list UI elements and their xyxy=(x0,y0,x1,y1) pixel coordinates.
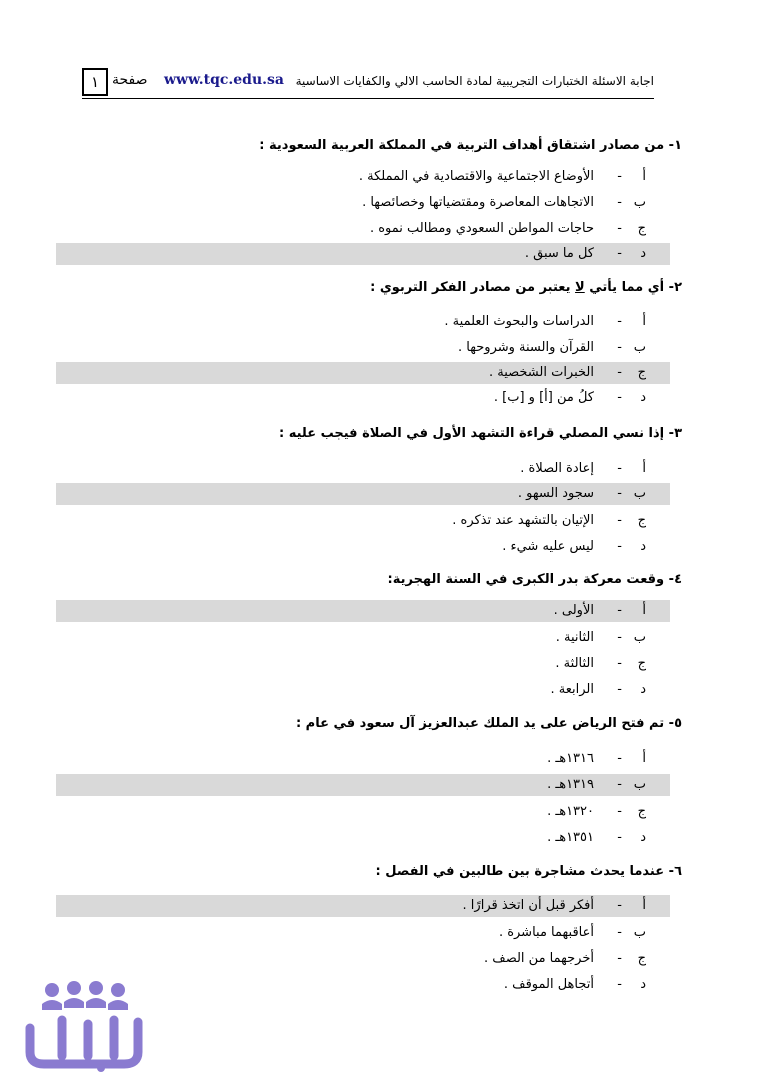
question-text-post: يعتبر من مصادر الفكر التربوي : xyxy=(370,280,576,295)
option-text: الثالثة . xyxy=(555,656,594,671)
option-text: أعاقبهما مباشرة . xyxy=(498,925,594,940)
question-number: ٤- xyxy=(668,572,682,587)
question-number: ١- xyxy=(668,138,682,153)
option-text: ليس عليه شيء . xyxy=(502,539,594,554)
option-2a[interactable]: أ - الدراسات والبحوث العلمية . xyxy=(444,314,646,329)
option-1d-answer[interactable]: د - كل ما سبق . xyxy=(56,243,670,265)
question-number: ٢- xyxy=(668,280,682,295)
question-number: ٣- xyxy=(668,426,682,441)
option-2b[interactable]: ب - القرآن والسنة وشروحها . xyxy=(458,340,646,355)
option-text: القرآن والسنة وشروحها . xyxy=(458,340,594,355)
option-text: ١٣١٦هـ . xyxy=(547,751,594,766)
page-header xyxy=(82,68,654,99)
option-letter: د xyxy=(640,539,646,554)
option-text: كلُ من [أ] و [ب] . xyxy=(493,390,594,405)
option-4b[interactable]: ب - الثانية . xyxy=(555,630,646,645)
option-letter: أ xyxy=(642,751,646,766)
option-4c[interactable]: ج - الثالثة . xyxy=(555,656,646,671)
logo-icon xyxy=(22,976,152,1072)
option-3d[interactable]: د - ليس عليه شيء . xyxy=(502,539,646,554)
question-2 xyxy=(370,280,682,295)
option-6a-answer[interactable]: أ - أفكر قبل أن اتخذ قرارًا . xyxy=(56,895,670,917)
option-text: الاتجاهات المعاصرة ومقتضياتها وخصائصها . xyxy=(362,195,594,210)
option-text: أتجاهل الموقف . xyxy=(503,977,594,992)
option-letter: أ xyxy=(642,461,646,476)
option-text: ١٣١٩هـ . xyxy=(547,777,594,792)
option-2d[interactable]: د - كلُ من [أ] و [ب] . xyxy=(493,390,646,405)
option-6b[interactable]: ب - أعاقبهما مباشرة . xyxy=(498,925,646,940)
question-number: ٦- xyxy=(668,864,682,879)
option-6d[interactable]: د - أتجاهل الموقف . xyxy=(503,977,646,992)
option-letter: ب xyxy=(633,630,646,645)
option-letter: ج xyxy=(637,221,646,236)
option-letter: أ xyxy=(642,603,646,618)
option-letter: ب xyxy=(633,486,646,501)
question-text: عندما يحدث مشاجرة بين طالبين في الفصل : xyxy=(375,864,665,879)
option-text: أخرجهما من الصف . xyxy=(483,951,594,966)
option-letter: ج xyxy=(637,804,646,819)
option-letter: د xyxy=(640,390,646,405)
header-title: اجابة الاسئلة الختبارات التجريبية لمادة الحاسب الالي والكفايات الاساسية xyxy=(295,74,654,88)
option-text: الخبرات الشخصية . xyxy=(488,365,594,380)
option-letter: ب xyxy=(633,340,646,355)
option-text: الأولى . xyxy=(553,603,594,618)
option-3b-answer[interactable]: ب - سجود السهو . xyxy=(56,483,670,505)
option-letter: ب xyxy=(633,925,646,940)
page-number-box: ١ xyxy=(82,68,108,96)
option-text: ١٣٢٠هـ . xyxy=(547,804,594,819)
option-text: الثانية . xyxy=(555,630,594,645)
question-6 xyxy=(376,864,682,879)
option-6c[interactable]: ج - أخرجهما من الصف . xyxy=(483,951,646,966)
option-3c[interactable]: ج - الإتيان بالتشهد عند تذكره . xyxy=(452,513,646,528)
option-text: الرابعة . xyxy=(550,682,594,697)
option-text: ١٣٥١هـ . xyxy=(547,830,594,845)
option-letter: د xyxy=(640,830,646,845)
option-5a[interactable]: أ - ١٣١٦هـ . xyxy=(547,751,646,766)
option-letter: ج xyxy=(637,656,646,671)
question-text-underlined: لا xyxy=(575,280,585,295)
question-1 xyxy=(259,138,682,153)
option-letter: د xyxy=(640,682,646,697)
question-5 xyxy=(296,716,682,731)
option-letter: أ xyxy=(642,314,646,329)
option-letter: أ xyxy=(642,169,646,184)
site-link[interactable]: www.tqc.edu.sa xyxy=(164,72,284,88)
option-text: الأوضاع الاجتماعية والاقتصادية في المملكة . xyxy=(358,169,594,184)
option-5c[interactable]: ج - ١٣٢٠هـ . xyxy=(547,804,646,819)
option-1a[interactable]: أ - الأوضاع الاجتماعية والاقتصادية في المملكة . xyxy=(358,169,646,184)
option-letter: ب xyxy=(633,777,646,792)
option-text: سجود السهو . xyxy=(517,486,594,501)
question-text: من مصادر اشتقاق أهداف التربية في المملكة العربية السعودية : xyxy=(259,138,665,153)
option-text: إعادة الصلاة . xyxy=(520,461,594,476)
option-1b[interactable]: ب - الاتجاهات المعاصرة ومقتضياتها وخصائصها . xyxy=(362,195,646,210)
option-2c-answer[interactable]: ج - الخبرات الشخصية . xyxy=(56,362,670,384)
option-text: كل ما سبق . xyxy=(524,246,594,261)
question-4 xyxy=(388,572,682,587)
talabna-logo xyxy=(22,976,152,1072)
option-text: حاجات المواطن السعودي ومطالب نموه . xyxy=(369,221,594,236)
option-1c[interactable]: ج - حاجات المواطن السعودي ومطالب نموه . xyxy=(369,221,646,236)
option-3a[interactable]: أ - إعادة الصلاة . xyxy=(520,461,646,476)
question-text: تم فتح الرياض على يد الملك عبدالعزيز آل سعود في عام : xyxy=(295,716,665,731)
option-letter: د xyxy=(640,246,646,261)
option-4d[interactable]: د - الرابعة . xyxy=(550,682,646,697)
option-letter: ج xyxy=(637,365,646,380)
option-letter: ب xyxy=(633,195,646,210)
option-letter: ج xyxy=(637,513,646,528)
option-text: الدراسات والبحوث العلمية . xyxy=(444,314,594,329)
option-letter: أ xyxy=(642,898,646,913)
option-5d[interactable]: د - ١٣٥١هـ . xyxy=(547,830,646,845)
question-3 xyxy=(279,426,682,441)
question-text-pre: أي مما يأتي xyxy=(584,280,665,295)
option-letter: ج xyxy=(637,951,646,966)
question-number: ٥- xyxy=(668,716,682,731)
page-word: صفحة xyxy=(112,72,148,88)
option-4a-answer[interactable]: أ - الأولى . xyxy=(56,600,670,622)
option-5b-answer[interactable]: ب - ١٣١٩هـ . xyxy=(56,774,670,796)
option-text: أفكر قبل أن اتخذ قرارًا . xyxy=(462,898,594,913)
option-letter: د xyxy=(640,977,646,992)
question-text: إذا نسي المصلي قراءة التشهد الأول في الصلاة فيجب عليه : xyxy=(278,426,665,441)
option-text: الإتيان بالتشهد عند تذكره . xyxy=(452,513,594,528)
question-text: وقعت معركة بدر الكبرى في السنة الهجرية: xyxy=(387,572,665,587)
